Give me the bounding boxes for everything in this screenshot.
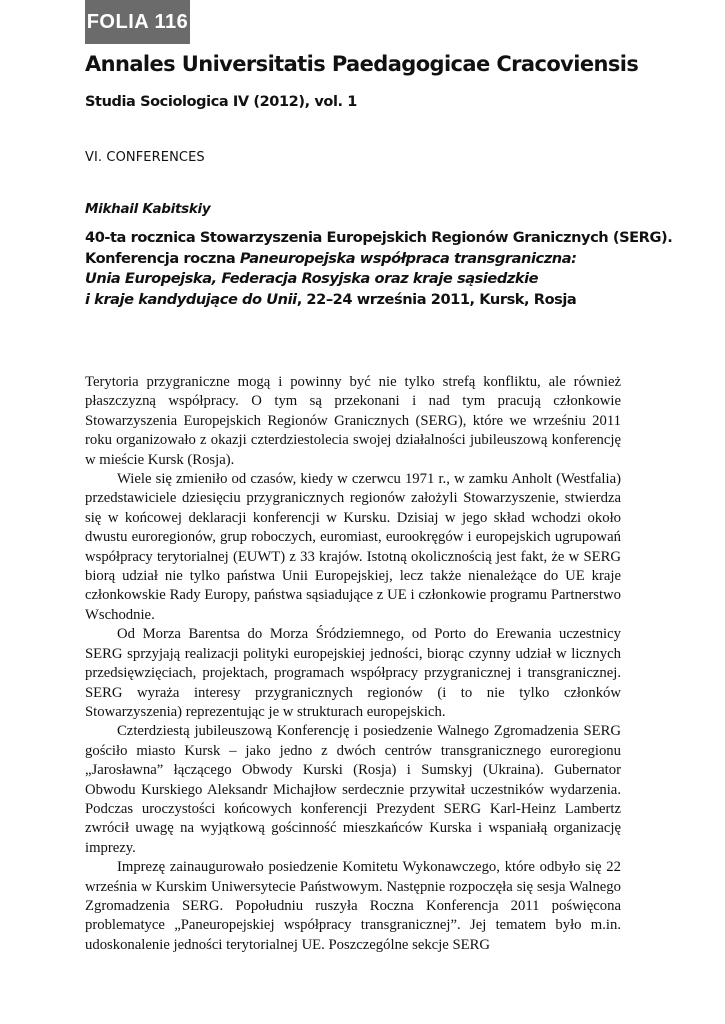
- body-paragraph: Czterdziestą jubileuszową Konferencję i posiedzenie Walnego Zgromadzenia SERG gościło miasto Kursk – jako jedno z dwóch centrów transgranicznego euroregionu „Jarosławna” łączącego Obwody Kurski (Rosja) i Sumskyj (Ukraina). Gubernator Obwodu Kurskiego Aleksandr Michajłow serdecznie przywitał uczestników wydarzenia. Podczas uroczystości końcowych konferencji Prezydent SERG Karl-Heinz Lambertz zwrócił uwagę na wyjątkową gościnność mieszkańców Kurska i wspaniałą organizację imprezy.: [85, 723, 621, 856]
- body-paragraph: Od Morza Barentsa do Morza Śródziemnego, od Porto do Erewania uczestnicy SERG sprzyjają realizacji polityki europejskiej jedności, biorąc czynny udział w licznych przedsięwzięciach, projektach, programach współpracy przygranicznej i transgranicznej. SERG wyraża interesy przygranicznych regionów (i to nie tylko członków Stowarzyszenia) reprezentując je w strukturach europejskich.: [85, 626, 621, 720]
- article-author: Mikhail Kabitskiy: [85, 201, 211, 217]
- title-line: 40-ta rocznica Stowarzyszenia Europejskich Regionów Granicznych (SERG).: [85, 229, 673, 246]
- journal-title: Annales Universitatis Paedagogicae Cracoviensis: [85, 52, 639, 76]
- body-paragraph: Imprezę zainaugurowało posiedzenie Komitetu Wykonawczego, które odbyło się 22 września w Kurskim Uniwersytecie Państwowym. Następnie rozpoczęła się sesja Walnego Zgromadzenia SERG. Popołudniu ruszyła Roczna Konferencja 2011 poświęcona problematyce „Paneuropejskiej współpracy transgranicznej”. Jej tematem było m.in. udoskonalenie jedności terytorialnej UE. Poszczególne sekcje SERG: [85, 859, 621, 953]
- section-heading: VI. CONFERENCES: [85, 150, 205, 165]
- article-body: [85, 373, 621, 955]
- body-paragraph: Wiele się zmieniło od czasów, kiedy w czerwcu 1971 r., w zamku Anholt (Westfalia) przedstawiciele dziesięciu przygranicznych regionów założyli Stowarzyszenie, stwierdza się w końcowej deklaracji konferencji w Kursku. Dzisiaj w jego skład wchodzi około dwustu euroregionów, grup roboczych, euromiast, eurookręgów i europejskich ugrupowań współpracy terytorialnej (EUWT) z 33 krajów. Istotną okolicznością jest fakt, że w SERG biorą udział nie tylko państwa Unii Europejskiej, lecz także nienależące do UE kraje członkowskie Rady Europy, państwa sąsiadujące z UE i członkowie programu Partnerstwo Wschodnie.: [85, 471, 621, 623]
- body-paragraph: Terytoria przygraniczne mogą i powinny być nie tylko strefą konfliktu, ale również płaszczyzną współpracy. O tym są przekonani i nad tym pracują członkowie Stowarzyszenia Europejskich Regionów Granicznych (SERG), które we wrześniu 2011 roku organizowało z okazji czterdziestolecia swojej działalności jubileuszową konferencję w mieście Kursk (Rosja).: [85, 374, 621, 468]
- title-line: i kraje kandydujące do Unii, 22–24 września 2011, Kursk, Rosja: [85, 290, 577, 308]
- title-line: Unia Europejska, Federacja Rosyjska oraz kraje sąsiedzkie: [85, 270, 539, 287]
- journal-subtitle: Studia Sociologica IV (2012), vol. 1: [85, 94, 357, 110]
- article-title: [85, 228, 673, 310]
- folia-badge: FOLIA 116: [85, 0, 190, 44]
- title-line: Konferencja roczna Paneuropejska współpraca transgraniczna:: [85, 249, 577, 267]
